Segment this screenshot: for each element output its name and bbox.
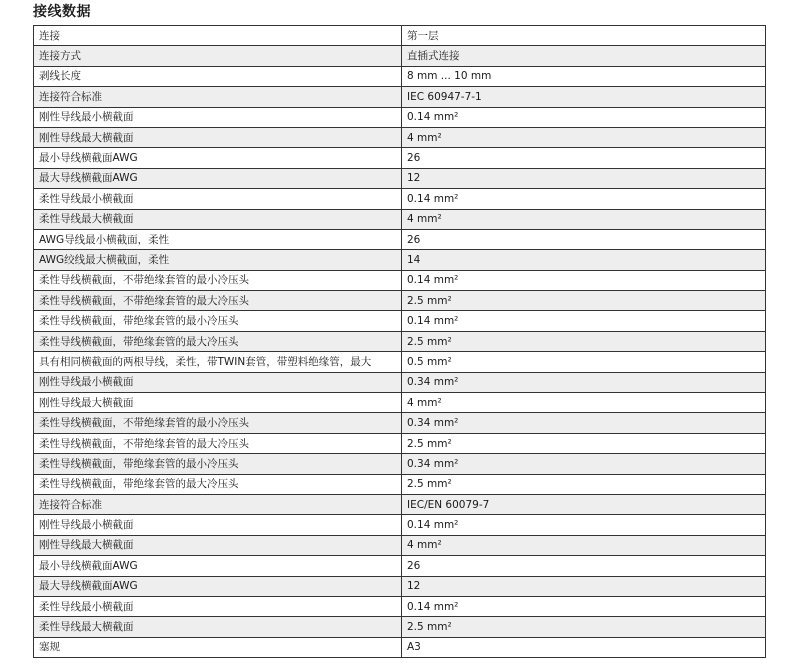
table-row [34, 556, 766, 576]
row-label: 柔性导线横截面，不带绝缘套管的最大冷压头 [34, 291, 402, 311]
table-row [34, 87, 766, 107]
table-row [34, 107, 766, 127]
table-row [34, 250, 766, 270]
row-label: 刚性导线最小横截面 [34, 107, 402, 127]
row-value: 2.5 mm² [402, 433, 766, 453]
table-row [34, 535, 766, 555]
table-row [34, 474, 766, 494]
table-row [34, 372, 766, 392]
table-row [34, 66, 766, 86]
row-value: A3 [402, 637, 766, 657]
row-value: 4 mm² [402, 393, 766, 413]
table-row [34, 352, 766, 372]
row-value: 2.5 mm² [402, 331, 766, 351]
table-row [34, 46, 766, 66]
section-title: 接线数据 [33, 4, 91, 20]
row-value: 2.5 mm² [402, 617, 766, 637]
table-row [34, 393, 766, 413]
row-value: 0.14 mm² [402, 107, 766, 127]
table-row [34, 209, 766, 229]
table-row [34, 270, 766, 290]
row-label: 柔性导线最小横截面 [34, 189, 402, 209]
row-label: AWG绞线最大横截面，柔性 [34, 250, 402, 270]
row-value: 4 mm² [402, 535, 766, 555]
row-value: 0.14 mm² [402, 311, 766, 331]
row-value: 0.14 mm² [402, 270, 766, 290]
row-label: 连接 [34, 26, 402, 46]
table-row [34, 26, 766, 46]
row-value: 0.34 mm² [402, 413, 766, 433]
row-label: 柔性导线最小横截面 [34, 596, 402, 616]
row-value: 12 [402, 168, 766, 188]
row-label: 最大导线横截面AWG [34, 168, 402, 188]
row-value: 直插式连接 [402, 46, 766, 66]
row-value: 12 [402, 576, 766, 596]
row-label: 柔性导线横截面，带绝缘套管的最小冷压头 [34, 311, 402, 331]
row-value: 0.5 mm² [402, 352, 766, 372]
row-label: 刚性导线最小横截面 [34, 515, 402, 535]
table-row [34, 331, 766, 351]
row-label: 连接方式 [34, 46, 402, 66]
row-label: 刚性导线最大横截面 [34, 535, 402, 555]
row-label: 刚性导线最小横截面 [34, 372, 402, 392]
connection-data-table [33, 25, 766, 658]
row-label: 刚性导线最大横截面 [34, 393, 402, 413]
row-label: 刚性导线最大横截面 [34, 127, 402, 147]
row-label: 柔性导线最大横截面 [34, 617, 402, 637]
table-row [34, 494, 766, 514]
table-row [34, 168, 766, 188]
row-label: 柔性导线横截面，带绝缘套管的最大冷压头 [34, 331, 402, 351]
row-label: 连接符合标准 [34, 87, 402, 107]
row-value: 26 [402, 556, 766, 576]
row-label: 剥线长度 [34, 66, 402, 86]
row-value: IEC 60947-7-1 [402, 87, 766, 107]
row-value: IEC/EN 60079-7 [402, 494, 766, 514]
row-value: 0.14 mm² [402, 596, 766, 616]
table-row [34, 229, 766, 249]
row-label: 连接符合标准 [34, 494, 402, 514]
row-label: 柔性导线横截面，不带绝缘套管的最小冷压头 [34, 270, 402, 290]
table-row [34, 413, 766, 433]
row-label: 最小导线横截面AWG [34, 148, 402, 168]
row-label: AWG导线最小横截面，柔性 [34, 229, 402, 249]
table-row [34, 576, 766, 596]
table-row [34, 617, 766, 637]
row-value: 8 mm ... 10 mm [402, 66, 766, 86]
row-value: 2.5 mm² [402, 474, 766, 494]
row-label: 柔性导线横截面，不带绝缘套管的最大冷压头 [34, 433, 402, 453]
row-value: 26 [402, 229, 766, 249]
row-value: 2.5 mm² [402, 291, 766, 311]
row-label: 柔性导线最大横截面 [34, 209, 402, 229]
table-row [34, 515, 766, 535]
row-value: 0.14 mm² [402, 189, 766, 209]
row-label: 柔性导线横截面，带绝缘套管的最小冷压头 [34, 454, 402, 474]
table-row [34, 127, 766, 147]
table-row [34, 311, 766, 331]
table-row [34, 637, 766, 657]
table-row [34, 189, 766, 209]
row-label: 最大导线横截面AWG [34, 576, 402, 596]
row-value: 4 mm² [402, 127, 766, 147]
row-label: 具有相同横截面的两根导线，柔性，带TWIN套管，带塑料绝缘管，最大 [34, 352, 402, 372]
row-value: 0.34 mm² [402, 454, 766, 474]
row-label: 塞规 [34, 637, 402, 657]
row-value: 第一层 [402, 26, 766, 46]
row-value: 0.34 mm² [402, 372, 766, 392]
table-row [34, 596, 766, 616]
row-value: 14 [402, 250, 766, 270]
table-row [34, 433, 766, 453]
table-body [34, 26, 766, 658]
row-value: 0.14 mm² [402, 515, 766, 535]
row-value: 4 mm² [402, 209, 766, 229]
row-label: 柔性导线横截面，带绝缘套管的最大冷压头 [34, 474, 402, 494]
row-value: 26 [402, 148, 766, 168]
table-row [34, 454, 766, 474]
row-label: 最小导线横截面AWG [34, 556, 402, 576]
table-row [34, 148, 766, 168]
table-row [34, 291, 766, 311]
row-label: 柔性导线横截面，不带绝缘套管的最小冷压头 [34, 413, 402, 433]
